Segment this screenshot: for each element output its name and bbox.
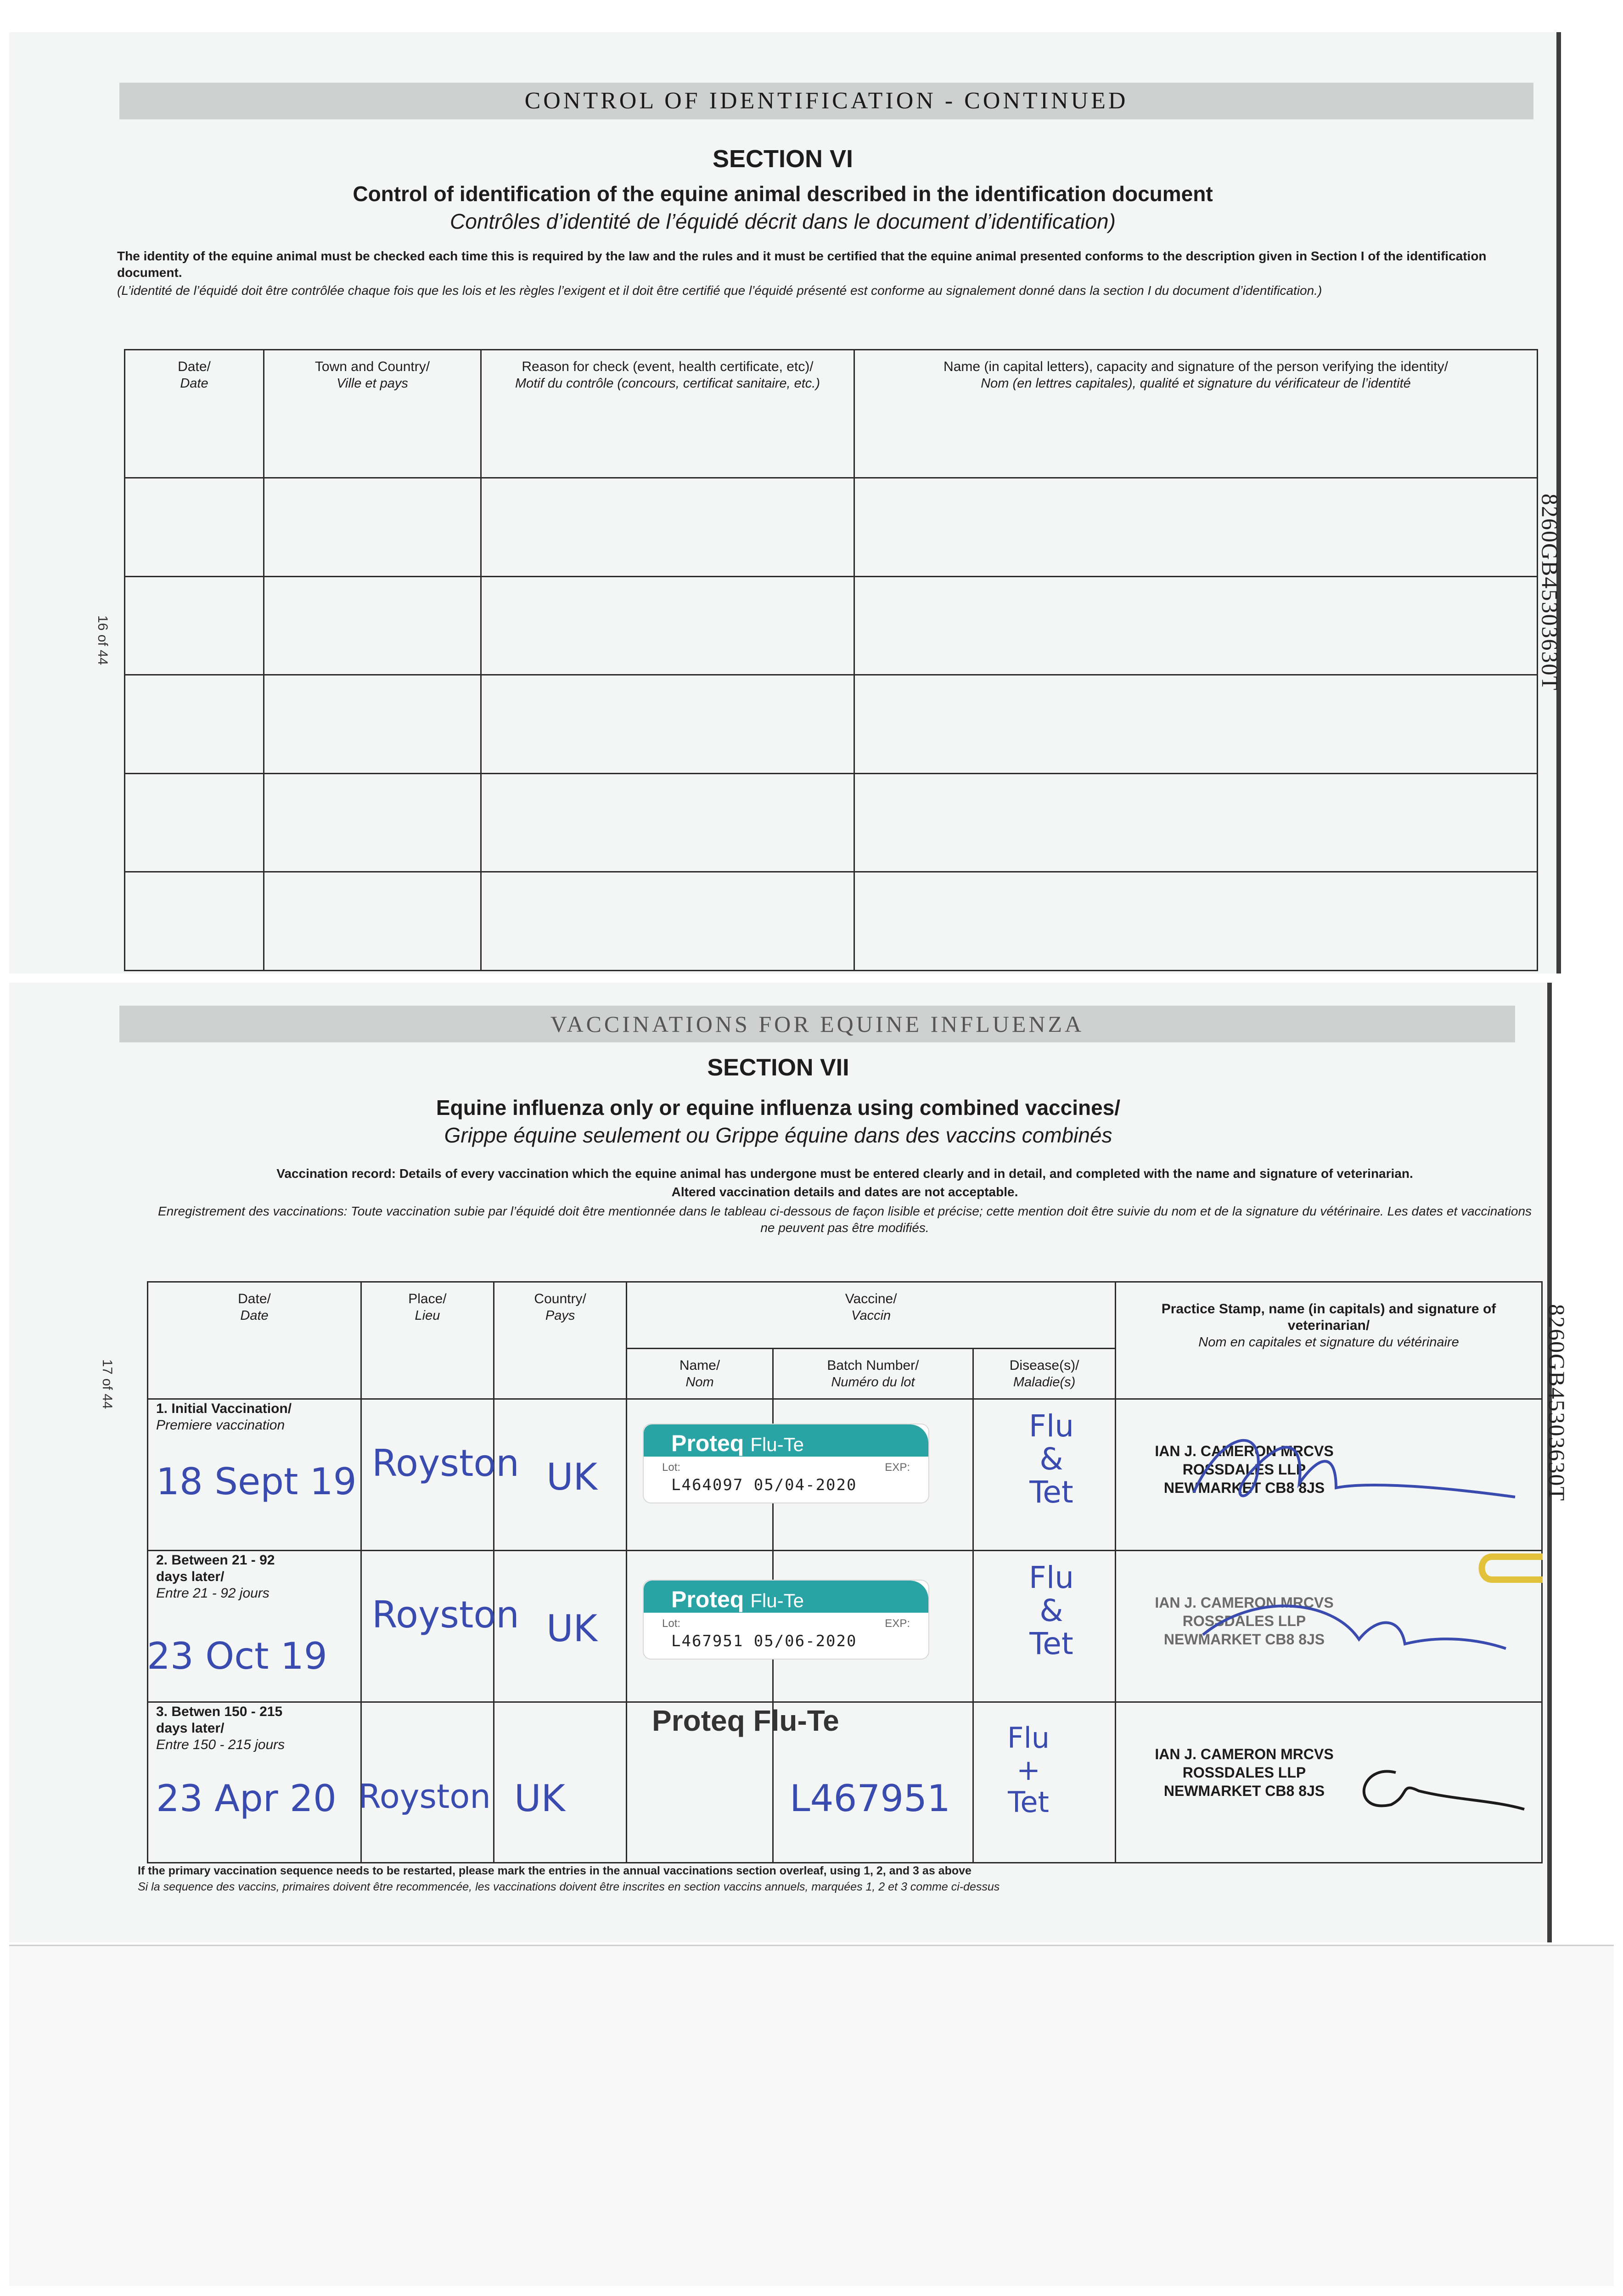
- vet-signature: [1341, 1754, 1533, 1828]
- section-banner: VACCINATIONS FOR EQUINE INFLUENZA: [119, 1006, 1515, 1042]
- col-date-header: Date/ Date: [125, 350, 264, 478]
- table-row: [125, 872, 1538, 971]
- vaccination-place: Royston: [372, 1442, 519, 1485]
- paper-clip: [1474, 1548, 1543, 1603]
- footnote-fr: Si la sequence des vaccins, primaires doivent être recommencée, les vaccinations doivent être inscrites en section vaccins annuels, marquées 1, 2 et 3 comme ci-dessus: [138, 1880, 1000, 1893]
- vet-signature: [1185, 1414, 1524, 1525]
- disease: Flu + Tet: [1007, 1721, 1050, 1819]
- title-fr: Grippe équine seulement ou Grippe équine dans des vaccins combinés: [444, 1123, 1112, 1147]
- row-label: 1. Initial Vaccination/ Premiere vaccination: [156, 1401, 292, 1433]
- side-code: 8260GB45303630T: [1544, 1304, 1570, 1502]
- vaccination-country: UK: [546, 1456, 598, 1498]
- vet-stamp: IAN J. CAMERON MRCVS ROSSDALES LLP NEWMARKET CB8 8JS: [1155, 1594, 1334, 1648]
- vaccine-name-stamp: Proteq Flu-Te: [652, 1704, 839, 1737]
- vaccine-batch-label: Proteq Flu-Te Lot: EXP: L464097 05/04-2020: [643, 1424, 929, 1503]
- col-verifier-header: Name (in capital letters), capacity and signature of the person verifying the identity/ Nom (en lettres capitales), qualité et signature du vérificateur de l’identité: [854, 350, 1538, 478]
- col-disease-header: Disease(s)/ Maladie(s): [973, 1349, 1116, 1399]
- table-row: [125, 478, 1538, 576]
- footnote-en: If the primary vaccination sequence needs to be restarted, please mark the entries in the annual vaccinations section overleaf, using 1, 2, and 3 as above: [138, 1864, 972, 1877]
- col-name-header: Name/ Nom: [627, 1349, 773, 1399]
- batch-number: L467951 05/06-2020: [671, 1632, 857, 1650]
- vaccination-page: [9, 983, 1570, 1942]
- col-reason-header: Reason for check (event, health certificate, etc)/ Motif du contrôle (concours, certificat sanitaire, etc.): [481, 350, 854, 478]
- title-en: Control of identification of the equine animal described in the identification document: [353, 182, 1213, 206]
- vaccination-country: UK: [546, 1607, 598, 1650]
- row-label: 3. Betwen 150 - 215 days later/ Entre 150 - 215 jours: [156, 1704, 285, 1752]
- vet-signature: [1185, 1580, 1524, 1671]
- col-vaccine-header: Vaccine/ Vaccin: [627, 1282, 1116, 1349]
- side-code: 8260GB45303630T: [1537, 494, 1563, 691]
- vaccine-brand: Proteq: [671, 1587, 744, 1612]
- table-row: [125, 675, 1538, 774]
- title-en: Equine influenza only or equine influenza using combined vaccines/: [436, 1096, 1121, 1120]
- col-date-header: Date/ Date: [148, 1282, 361, 1399]
- section-title: SECTION VII: [707, 1054, 849, 1081]
- intro-fr: (L’identité de l’équidé doit être contrôlée chaque fois que les lois et les règles l’exigent et il doit être certifié que l’équidé présenté est conforme au signalement donné dans la section I du document d’identification.): [117, 283, 1322, 298]
- section-banner: CONTROL OF IDENTIFICATION - CONTINUED: [119, 83, 1533, 119]
- identification-page: [9, 32, 1561, 974]
- disease: Flu & Tet: [1028, 1560, 1074, 1661]
- vaccine-brand: Proteq: [671, 1430, 744, 1456]
- row-label: 2. Between 21 - 92 days later/ Entre 21 - 92 jours: [156, 1553, 275, 1601]
- vaccination-place: Royston: [358, 1777, 491, 1816]
- col-batch-header: Batch Number/ Numéro du lot: [773, 1349, 973, 1399]
- col-place-header: Place/ Lieu: [361, 1282, 494, 1399]
- vaccination-place: Royston: [372, 1593, 519, 1636]
- batch-number: L464097 05/04-2020: [671, 1476, 857, 1494]
- vet-stamp: IAN J. CAMERON MRCVS ROSSDALES LLP NEWMARKET CB8 8JS: [1155, 1746, 1334, 1799]
- section-title: SECTION VI: [712, 145, 854, 173]
- identification-table: [124, 349, 1538, 971]
- disease: Flu & Tet: [1028, 1408, 1074, 1510]
- page-number: 17 of 44: [100, 1359, 115, 1409]
- vaccination-date: 23 Oct 19: [147, 1635, 327, 1677]
- vaccination-date: 23 Apr 20: [156, 1777, 337, 1820]
- record-fr: Enregistrement des vaccinations: Toute vaccination subie par l’équidé doit être mentionnée dans le tableau ci-dessous de façon lisible et précise; cette mention doit être suivie du nom et de la signature du vétérinaire. Les dates et vaccinations ne peuvent pas être modifiés.: [157, 1204, 1532, 1235]
- page-number: 16 of 44: [95, 615, 110, 665]
- col-practice-header: Practice Stamp, name (in capitals) and signature of veterinarian/ Nom en capitales et signature du vétérinaire: [1116, 1282, 1542, 1399]
- intro-en: The identity of the equine animal must be checked each time this is required by the law and the rules and it must be certified that the equine animal presented conforms to the description given in Section I of the identification document.: [117, 249, 1487, 280]
- table-row: [125, 576, 1538, 675]
- table-row: [125, 773, 1538, 872]
- vet-stamp: IAN J. CAMERON MRCVS ROSSDALES LLP NEWMARKET CB8 8JS: [1155, 1443, 1334, 1496]
- record-en: Vaccination record: Details of every vaccination which the equine animal has undergone must be entered clearly and in detail, and completed with the name and signature of veterinarian.: [276, 1166, 1413, 1181]
- batch-number: L467951: [790, 1777, 950, 1820]
- col-town-header: Town and Country/ Ville et pays: [264, 350, 481, 478]
- vaccine-batch-label: Proteq Flu-Te Lot: EXP: L467951 05/06-2020: [643, 1580, 929, 1660]
- title-fr: Contrôles d’identité de l’équidé décrit dans le document d’identification): [450, 209, 1116, 233]
- col-country-header: Country/ Pays: [494, 1282, 626, 1399]
- vaccination-date: 18 Sept 19: [156, 1460, 357, 1503]
- record-en-note: Altered vaccination details and dates are not acceptable.: [671, 1185, 1018, 1199]
- vaccination-country: UK: [514, 1777, 566, 1820]
- blank-page-area: [9, 1945, 1614, 2286]
